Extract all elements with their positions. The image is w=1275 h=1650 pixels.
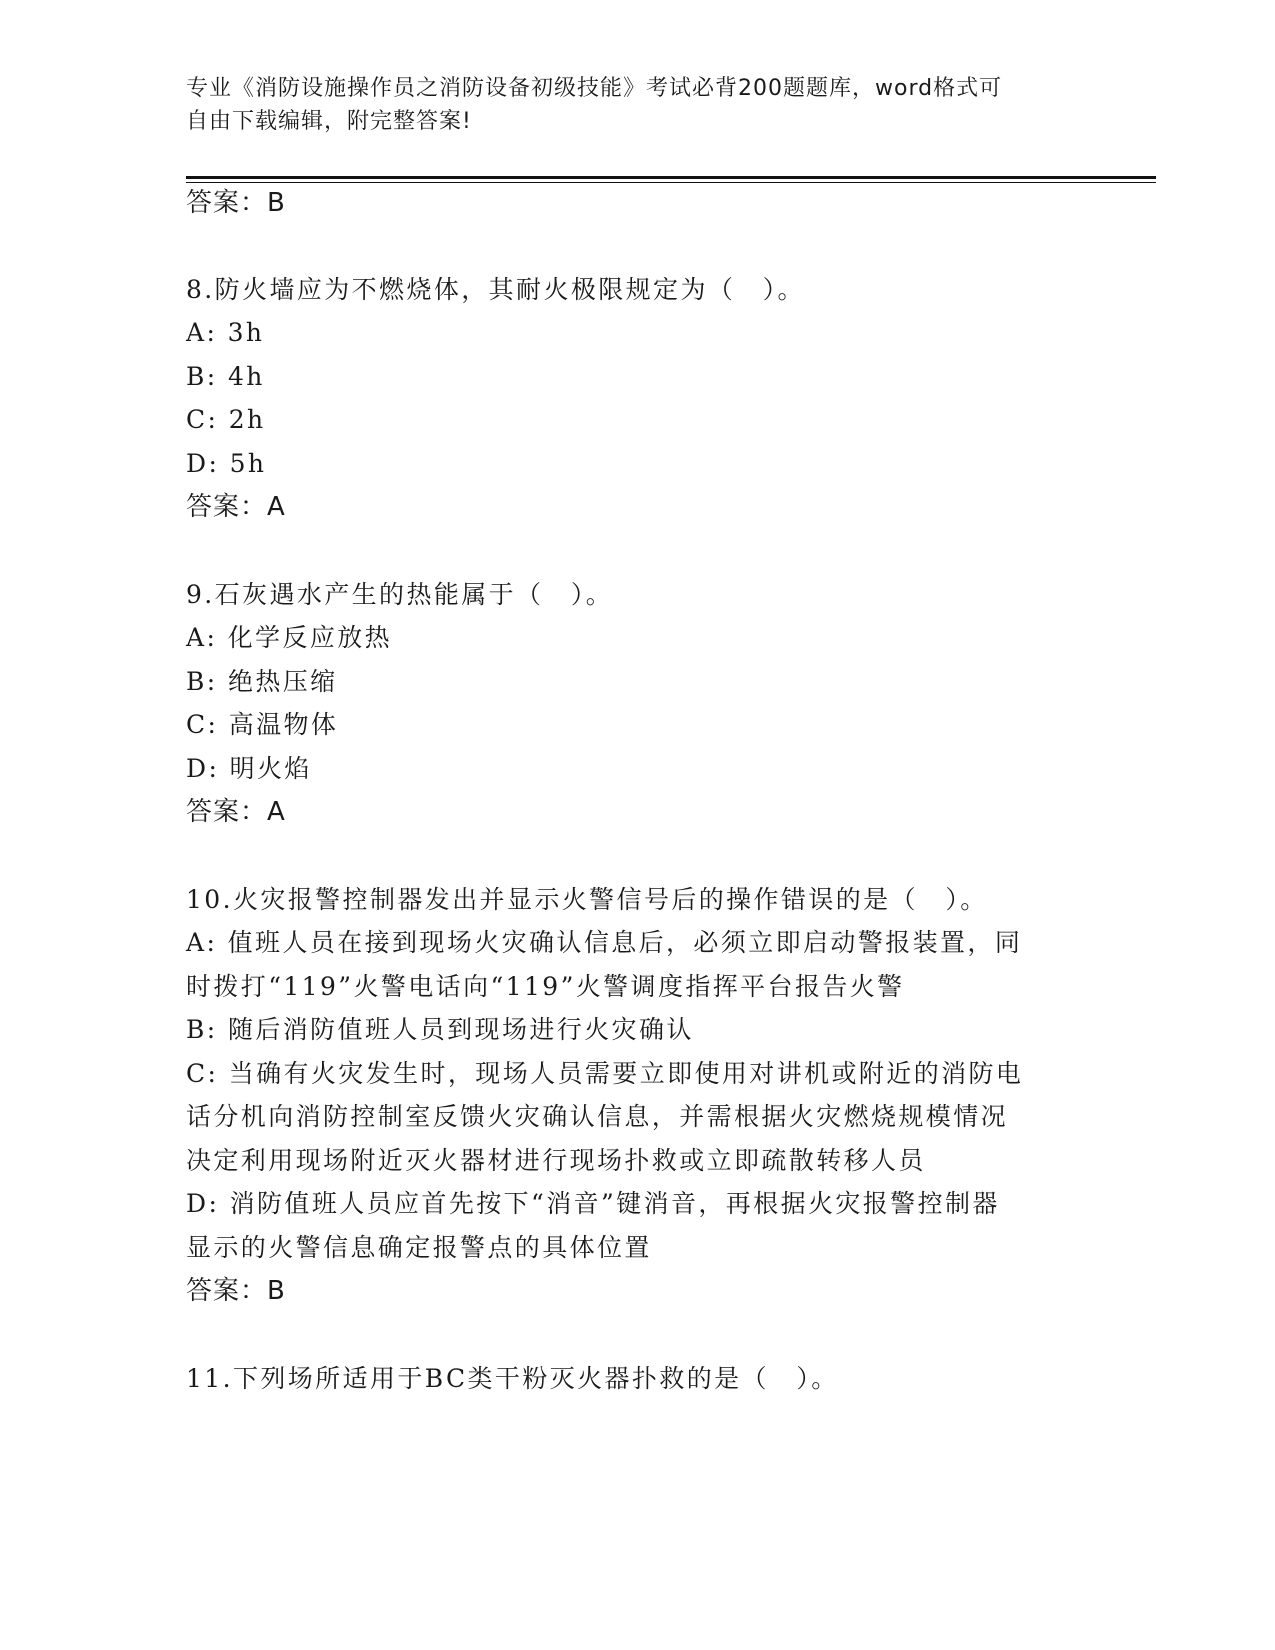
question-9-option-c: C: 高温物体 — [186, 710, 339, 739]
question-10-option-c: C: 当确有火灾发生时，现场人员需要立即使用对讲机或附近的消防电 — [186, 1059, 1024, 1088]
question-10-option-a: A: 值班人员在接到现场火灾确认信息后，必须立即启动警报装置，同 — [186, 928, 1023, 957]
answer-q7: 答案：B — [186, 188, 286, 218]
question-9-option-d: D: 明火焰 — [186, 754, 312, 783]
question-10-answer: 答案：B — [186, 1276, 286, 1306]
question-10-option-a-cont: 时拨打“119”火警电话向“119”火警调度指挥平台报告火警 — [186, 972, 905, 1001]
question-10-text: 10.火灾报警控制器发出并显示火警信号后的操作错误的是（ ）。 — [186, 885, 988, 914]
question-11-text: 11.下列场所适用于BC类干粉灭火器扑救的是（ ）。 — [186, 1364, 839, 1393]
question-8-option-a: A: 3h — [186, 318, 265, 347]
header-rule-thin — [186, 182, 1156, 183]
header-line-2: 自由下载编辑，附完整答案! — [186, 109, 472, 134]
question-10-option-d-cont: 显示的火警信息确定报警点的具体位置 — [186, 1233, 652, 1262]
question-9-text: 9.石灰遇水产生的热能属于（ ）。 — [186, 580, 614, 609]
question-8-option-b: B: 4h — [186, 362, 265, 391]
document-header — [186, 72, 1066, 138]
question-10-option-c-cont-1: 话分机向消防控制室反馈火灾确认信息，并需根据火灾燃烧规模情况 — [186, 1102, 1009, 1131]
question-10-option-d: D: 消防值班人员应首先按下“消音”键消音，再根据火灾报警控制器 — [186, 1189, 1000, 1218]
question-9-option-a: A: 化学反应放热 — [186, 623, 393, 652]
header-line-1: 专业《消防设施操作员之消防设备初级技能》考试必背200题题库，word格式可 — [186, 76, 1003, 101]
question-9-answer: 答案：A — [186, 797, 286, 827]
question-8-answer: 答案：A — [186, 492, 286, 522]
question-8-option-c: C: 2h — [186, 405, 266, 434]
question-8-option-d: D: 5h — [186, 449, 267, 478]
header-rule-thick — [186, 176, 1156, 179]
question-8-text: 8.防火墙应为不燃烧体，其耐火极限规定为（ ）。 — [186, 275, 805, 304]
question-9-option-b: B: 绝热压缩 — [186, 667, 338, 696]
question-10-option-c-cont-2: 决定利用现场附近灭火器材进行现场扑救或立即疏散转移人员 — [186, 1146, 926, 1175]
question-10-option-b: B: 随后消防值班人员到现场进行火灾确认 — [186, 1015, 694, 1044]
